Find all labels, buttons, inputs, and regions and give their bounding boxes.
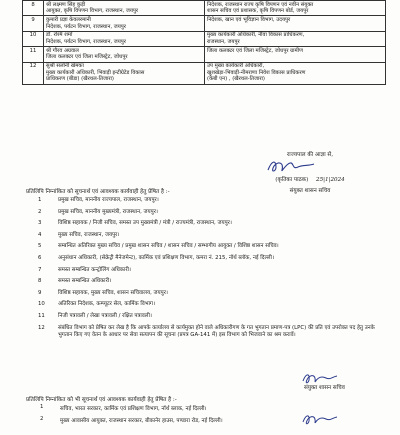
new-posting <box>205 16 386 31</box>
list-item <box>38 325 383 339</box>
cell-line: श्री लक्ष्मण सिंह कुड़ी <box>46 1 86 8</box>
list-item-number: 1 <box>40 404 44 410</box>
officer-name-current-post <box>44 62 205 84</box>
cell-line: कुमारी प्रज्ञा केवलरमानी <box>46 17 91 23</box>
new-posting <box>205 1 386 16</box>
cell-line: उप मुख्य कार्यकारी अधिकारी, <box>207 63 265 70</box>
list-item-text: अतिरिक्त निदेशक, कम्प्यूटर सेल, कार्मिक विभाग। <box>58 301 155 308</box>
cell-line: राजस्थान, जयपुर <box>207 39 240 46</box>
row-number: 12 <box>23 62 44 84</box>
table-row <box>23 31 386 46</box>
list-item-text: प्रमुख सचिव, माननीय राज्यपाल, राजस्थान, जयपुर। <box>58 197 159 203</box>
list-item-number: 2 <box>38 208 42 215</box>
cell-line: श्री गौरव अग्रवाल <box>46 47 79 54</box>
signature-date: 25|1|2024 <box>316 177 345 183</box>
signatory-designation: संयुक्त शासन सचिव <box>289 188 331 194</box>
list-item-number: 1 <box>38 197 42 203</box>
list-item-number: 8 <box>38 278 42 285</box>
list-item-number: 9 <box>38 289 42 296</box>
copy-list-heading: प्रतिलिपि निम्नांकित को सूचनार्थ एवं आवश्यक कार्यवाही हेतु प्रेषित है :- <box>26 189 170 195</box>
list-item-number: 4 <box>38 231 42 238</box>
copy-list-2-heading: प्रतिलिपि निम्नांकित को भी सूचनार्थ एवं आवश्यक कार्यवाही हेतु प्रेषित है :- <box>26 397 177 403</box>
list-item <box>38 209 383 216</box>
cell-line: निदेशक, पर्यटन विभाग, राजस्थान, जयपुर <box>46 39 126 46</box>
list-item-text: निजी पत्रावली / लेखा पत्रावली / रक्षित पत्रावली। <box>58 313 152 320</box>
list-item-number: 11 <box>38 313 45 320</box>
list-item-text: सम्बन्धित अतिरिक्त मुख्य सचिव / प्रमुख शासन सचिव / शासन सचिव / सम्भागीय आयुक्त / विशिष्ठ शासन सचिव। <box>58 243 279 250</box>
list-item <box>38 267 383 274</box>
table-row <box>23 16 386 31</box>
list-item <box>38 290 383 297</box>
list-item <box>40 416 340 424</box>
signatory-designation-2: संयुक्त शासन सचिव <box>304 385 345 391</box>
row-number: 11 <box>23 47 44 62</box>
list-item-number: 3 <box>38 220 42 227</box>
list-item-text: संबंधित विभाग को प्रेषित कर लेख है कि आपके कार्यालय से कार्यमुक्त होने वाले अधिकारीगण के गत भुगतान प्रमाण-पत्र (LPC) की प्रति एवं उपरोक्त पद हेतु उनके भुगतान किए गए वेतन के आधार पर सेवा सत्यापन की सूचना (प्रपत्र GA-141 में) इस विभाग को भिजवाने का श्रम करावें। <box>58 324 375 338</box>
list-item <box>38 243 383 250</box>
list-item-text: सचिव, भारत सरकार, कार्मिक एवं प्रशिक्षण विभाग, नॉर्थ ब्लाक, नई दिल्ली। <box>60 406 207 412</box>
row-number: 9 <box>23 16 44 31</box>
list-item-text: अनुसंधान अधिकारी, (सेक्रेट्री मैनेजमेन्ट), कार्मिक एवं प्रशिक्षण विभाग, कमरा नं. 215, नॉर्थ ब्लॉक, नई दिल्ली। <box>58 255 274 262</box>
cell-line: शासन सचिव एवं प्रशासक, कृषि विपणन बोर्ड, जयपुर <box>207 8 309 15</box>
list-item <box>38 197 383 204</box>
cell-line: खुशखेड़ा-भिवाड़ी-नीमराणा निवेश विकास प्राधिकरण <box>207 69 306 76</box>
officer-name-current-post <box>44 31 205 46</box>
row-number: 8 <box>23 1 44 16</box>
list-item <box>38 220 383 227</box>
cell-line: मुख्य कार्यकारी अधिकारी, नीवा विकास प्राधिकरण, <box>207 32 305 39</box>
list-item <box>38 313 383 320</box>
list-item-number: 12 <box>38 324 45 331</box>
handwritten-signature <box>264 158 324 176</box>
officer-transfer-table <box>22 0 386 85</box>
officer-name-current-post <box>44 47 205 62</box>
row-number: 10 <box>23 31 44 46</box>
officer-name-current-post <box>44 16 205 31</box>
list-item <box>38 278 383 285</box>
cell-line: निदेशक, राजस्थान राज्य कृषि विपणन एवं नवीन संयुक्त <box>207 1 314 8</box>
cell-line: डॉ. रश्मि शर्मा <box>46 32 73 39</box>
list-item <box>38 232 383 239</box>
list-item-number: 5 <box>38 243 42 250</box>
table-row <box>23 62 386 84</box>
list-item-text: प्रमुख सचिव, माननीय मुख्यमंत्री, राजस्थान, जयपुर। <box>58 208 158 215</box>
cell-line: (केबी एन) , (खैरथल-तिजारा) <box>207 76 265 83</box>
list-item-text: मुख्य सचिव, राजस्थान, जयपुर। <box>58 231 120 238</box>
cell-line: जिला कलक्टर एवं जिला मजिस्ट्रेट, जोधपुर ग्रामीण <box>207 47 303 54</box>
list-item-text: समस्त सम्बन्धित अधिकारी। <box>58 278 112 285</box>
list-item-number: 6 <box>38 255 42 262</box>
order-line: राज्यपाल की आज्ञा से, <box>287 152 333 158</box>
list-item-text: मुख्य आवासीय आयुक्त, राजस्थान सरकार, बीकानेर हाउस, पण्डारा रोड, नई दिल्ली। <box>60 418 223 424</box>
new-posting <box>205 31 386 46</box>
cell-line: आयुक्त, कृषि विपणन विभाग, राजस्थान, जयपुर <box>46 8 139 15</box>
new-posting <box>205 47 386 62</box>
cell-line: निदेशक, पर्यटन विभाग, राजस्थान, जयपुर <box>46 23 126 30</box>
table-row <box>23 1 386 16</box>
cell-line: मुख्य कार्यकारी अधिकारी, भिवाड़ी इन्टीग्रेटेड विकास <box>46 69 145 76</box>
cell-line: प्राधिकरण (बीडा) (खैरथल-तिजारा) <box>46 76 114 83</box>
list-item <box>38 255 383 262</box>
cell-line: सुश्री सलोनी खेमका <box>46 63 84 70</box>
copy-list <box>38 197 383 342</box>
list-item-text: विशिष्ठ सहायक / निजी सचिव, समस्त उप मुख्यमंत्री / मंत्री / राज्यमंत्री, राजस्थान, जयपुर। <box>58 220 232 227</box>
list-item-number: 10 <box>38 301 45 308</box>
new-posting <box>205 62 386 84</box>
officer-name-current-post <box>44 1 205 16</box>
table-row <box>23 47 386 62</box>
cell-line: जिला कलक्टर एवं जिला मजिस्ट्रेट, जोधपुर <box>46 54 128 61</box>
handwritten-signature-3 <box>300 413 340 427</box>
list-item-text: समस्त सम्बन्धित कन्ट्रोलिंग अधिकारी। <box>58 266 131 273</box>
cell-line: निदेशक, खान एवं भूविज्ञान विभाग, उदयपुर <box>207 17 291 23</box>
list-item <box>38 301 383 308</box>
list-item <box>40 404 340 412</box>
list-item-text: विशिष्ठ सहायक, मुख्य सचिव, शासन सचिवालय, जयपुर। <box>58 289 168 296</box>
list-item-number: 2 <box>40 416 44 422</box>
signatory-name: (कृतिका पाठक) 25|1|2024 <box>275 177 345 183</box>
copy-list-2 <box>40 404 340 428</box>
list-item-number: 7 <box>38 266 42 273</box>
